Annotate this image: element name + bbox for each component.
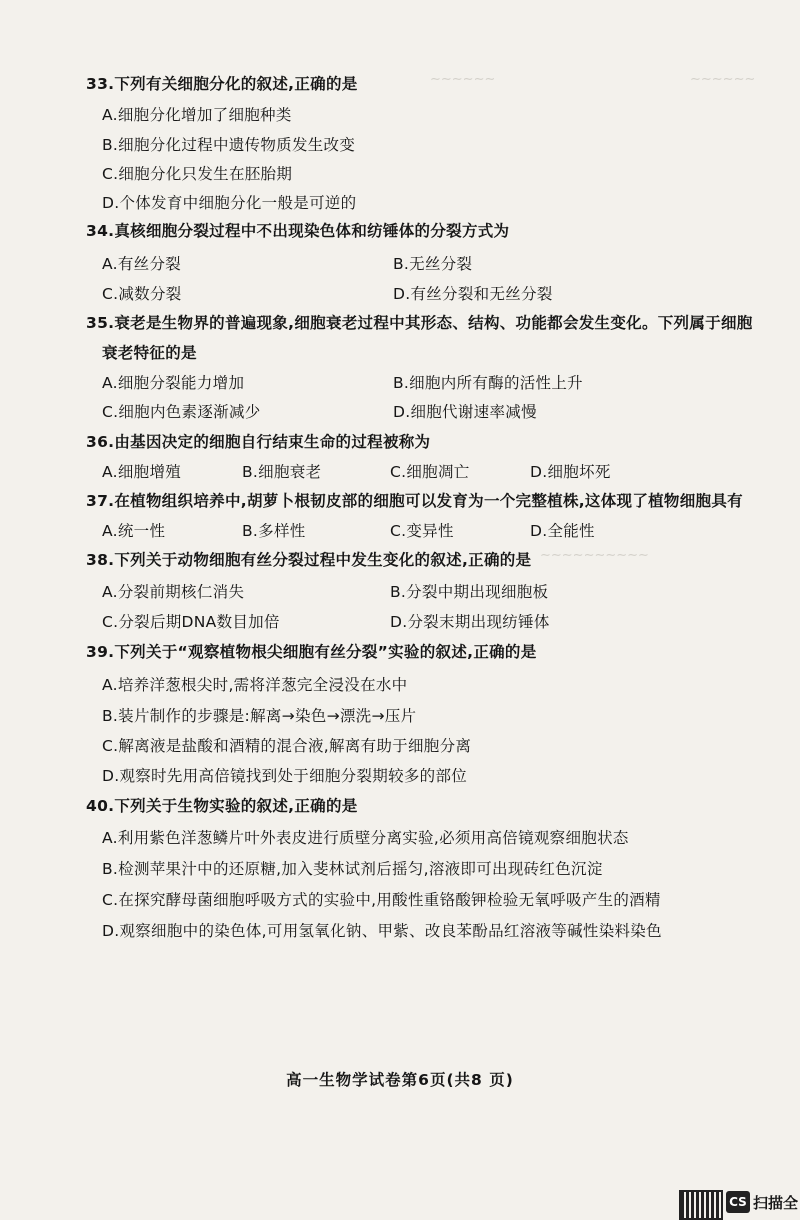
question-34-stem: 34.真核细胞分裂过程中不出现染色体和纺锤体的分裂方式为 — [86, 222, 510, 240]
question-39-option-a: A.培养洋葱根尖时,需将洋葱完全浸没在水中 — [102, 676, 408, 694]
question-36-option-c: C.细胞凋亡 — [390, 463, 470, 481]
question-38-option-d: D.分裂末期出现纺锤体 — [390, 613, 550, 631]
question-35-stem-cont: 衰老特征的是 — [102, 344, 197, 362]
bleed-through: ∼∼∼∼∼∼∼∼∼∼ — [540, 548, 649, 563]
question-33-option-b: B.细胞分化过程中遗传物质发生改变 — [102, 136, 356, 154]
question-37-stem: 37.在植物组织培养中,胡萝卜根韧皮部的细胞可以发育为一个完整植株,这体现了植物细胞具有 — [86, 492, 743, 510]
question-37-option-a: A.统一性 — [102, 522, 166, 540]
camscanner-label: 扫描全 — [753, 1194, 799, 1212]
question-36-option-d: D.细胞坏死 — [530, 463, 611, 481]
question-33-option-a: A.细胞分化增加了细胞种类 — [102, 106, 292, 124]
question-38-option-a: A.分裂前期核仁消失 — [102, 583, 245, 601]
question-40-option-b: B.检测苹果汁中的还原糖,加入斐林试剂后摇匀,溶液即可出现砖红色沉淀 — [102, 860, 603, 878]
question-40-option-d: D.观察细胞中的染色体,可用氢氧化钠、甲紫、改良苯酚品红溶液等碱性染料染色 — [102, 922, 662, 940]
question-40-option-a: A.利用紫色洋葱鳞片叶外表皮进行质壁分离实验,必须用高倍镜观察细胞状态 — [102, 829, 629, 847]
question-40-stem: 40.下列关于生物实验的叙述,正确的是 — [86, 797, 358, 815]
page-footer: 高一生物学试卷第6页(共8 页) — [286, 1071, 514, 1089]
question-38-option-b: B.分裂中期出现细胞板 — [390, 583, 549, 601]
question-35-option-a: A.细胞分裂能力增加 — [102, 374, 245, 392]
question-38-option-c: C.分裂后期DNA数目加倍 — [102, 613, 280, 631]
question-35-option-d: D.细胞代谢速率减慢 — [393, 403, 537, 421]
question-37-option-b: B.多样性 — [242, 522, 306, 540]
question-39-option-d: D.观察时先用高倍镜找到处于细胞分裂期较多的部位 — [102, 767, 468, 785]
question-38-stem: 38.下列关于动物细胞有丝分裂过程中发生变化的叙述,正确的是 — [86, 551, 532, 569]
bleed-through: ∼∼∼∼∼∼ — [430, 72, 496, 87]
qr-code-icon — [679, 1190, 723, 1220]
question-40-option-c: C.在探究酵母菌细胞呼吸方式的实验中,用酸性重铬酸钾检验无氧呼吸产生的酒精 — [102, 891, 661, 909]
question-34-option-c: C.减数分裂 — [102, 285, 182, 303]
question-33-option-d: D.个体发育中细胞分化一般是可逆的 — [102, 194, 357, 212]
question-36-stem: 36.由基因决定的细胞自行结束生命的过程被称为 — [86, 433, 431, 451]
question-36-option-a: A.细胞增殖 — [102, 463, 182, 481]
question-39-stem: 39.下列关于“观察植物根尖细胞有丝分裂”实验的叙述,正确的是 — [86, 643, 537, 661]
question-34-option-b: B.无丝分裂 — [393, 255, 473, 273]
question-36-option-b: B.细胞衰老 — [242, 463, 322, 481]
question-34-option-d: D.有丝分裂和无丝分裂 — [393, 285, 553, 303]
question-34-option-a: A.有丝分裂 — [102, 255, 182, 273]
question-35-option-c: C.细胞内色素逐渐减少 — [102, 403, 261, 421]
question-35-stem: 35.衰老是生物界的普遍现象,细胞衰老过程中其形态、结构、功能都会发生变化。下列属于细胞 — [86, 314, 753, 332]
question-39-option-b: B.装片制作的步骤是:解离→染色→漂洗→压片 — [102, 707, 417, 725]
question-33-stem: 33.下列有关细胞分化的叙述,正确的是 — [86, 75, 358, 93]
question-37-option-c: C.变异性 — [390, 522, 454, 540]
question-35-option-b: B.细胞内所有酶的活性上升 — [393, 374, 583, 392]
question-33-option-c: C.细胞分化只发生在胚胎期 — [102, 165, 293, 183]
question-37-option-d: D.全能性 — [530, 522, 595, 540]
bleed-through: ∼∼∼∼∼∼ — [690, 72, 756, 87]
question-39-option-c: C.解离液是盐酸和酒精的混合液,解离有助于细胞分离 — [102, 737, 472, 755]
camscanner-logo: CS — [726, 1191, 750, 1213]
